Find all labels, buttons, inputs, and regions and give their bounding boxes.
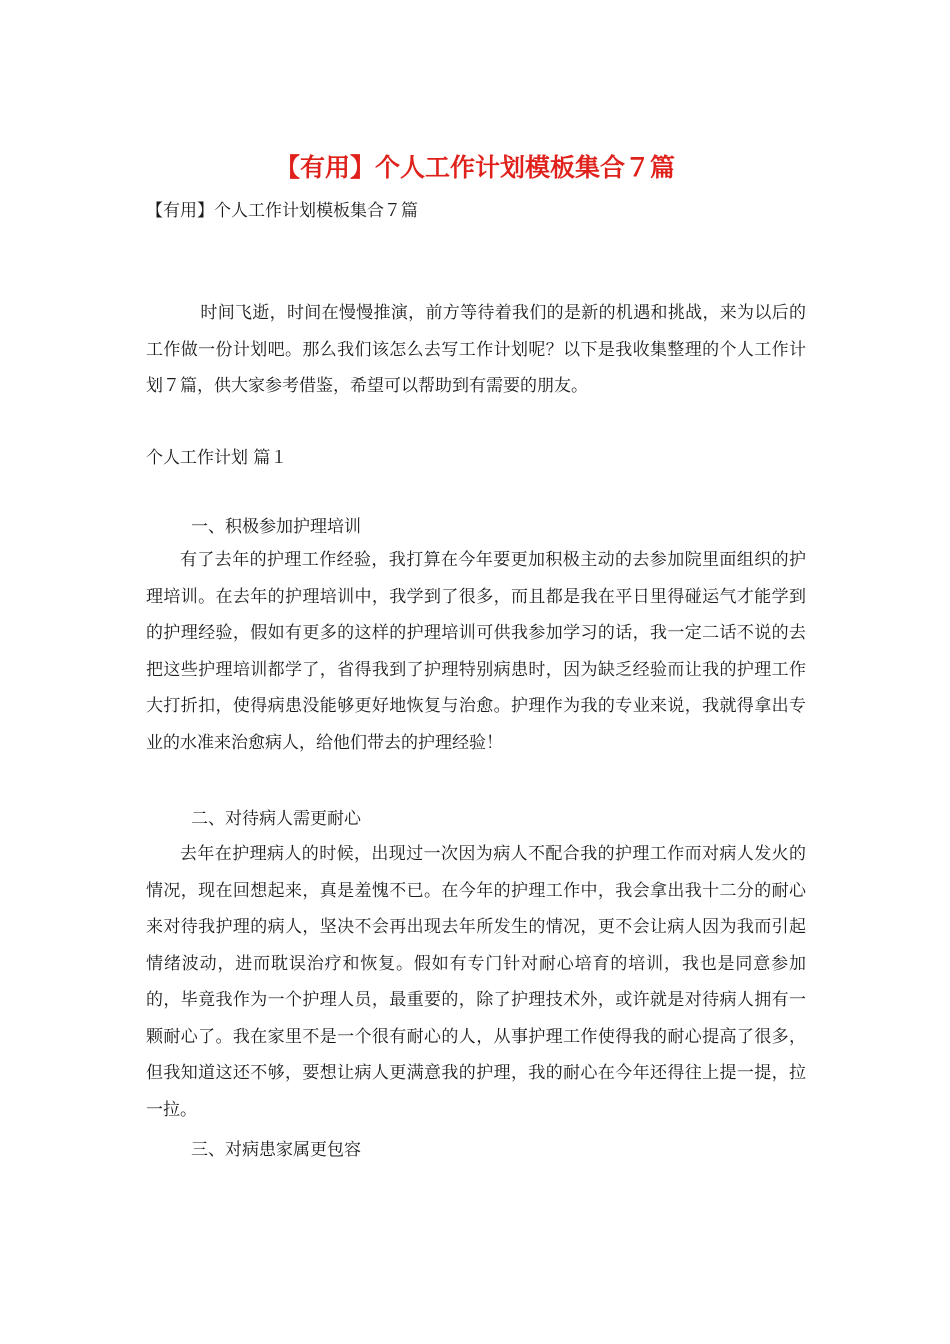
section-title: 个人工作计划 篇１ (146, 448, 288, 468)
intro-paragraph: 时间飞逝，时间在慢慢推演，前方等待着我们的是新的机遇和挑战，来为以后的工作做一份计划吧。那么我们该怎么去写工作计划呢？以下是我收集整理的个人工作计划７篇，供大家参考借鉴，希望可以帮助到有需要的朋友。 (146, 303, 806, 396)
document-title: 【有用】个人工作计划模板集合７篇 (274, 153, 675, 182)
document-subtitle: 【有用】个人工作计划模板集合７篇 (146, 201, 418, 221)
paragraph-patience: 去年在护理病人的时候，出现过一次因为病人不配合我的护理工作而对病人发火的情况，现在回想起来，真是羞愧不已。在今年的护理工作中，我会拿出我十二分的耐心来对待我护理的病人，坚决不会再出现去年所发生的情况，更不会让病人因为我而引起情绪波动，进而耽误治疗和恢复。假如有专门针对耐心培育的培训，我也是同意参加的，毕竟我作为一个护理人员，最重要的，除了护理技术外，或许就是对待病人拥有一颗耐心了。我在家里不是一个很有耐心的人，从事护理工作使得我的耐心提高了很多，但我知道这还不够，要想让病人更满意我的护理，我的耐心在今年还得往上提一提，拉一拉。 (146, 844, 806, 1120)
paragraph-training: 有了去年的护理工作经验，我打算在今年要更加积极主动的去参加院里面组织的护理培训。在去年的护理培训中，我学到了很多，而且都是我在平日里得碰运气才能学到的护理经验，假如有更多的这样的护理培训可供我参加学习的话，我一定二话不说的去把这些护理培训都学了，省得我到了护理特别病患时，因为缺乏经验而让我的护理工作大打折扣，使得病患没能够更好地恢复与治愈。护理作为我的专业来说，我就得拿出专业的水准来治愈病人，给他们带去的护理经验！ (146, 550, 806, 753)
heading-family-tolerance: 三、对病患家属更包容 (191, 1140, 361, 1160)
heading-training: 一、积极参加护理培训 (191, 517, 361, 537)
heading-patience: 二、对待病人需更耐心 (191, 809, 361, 829)
